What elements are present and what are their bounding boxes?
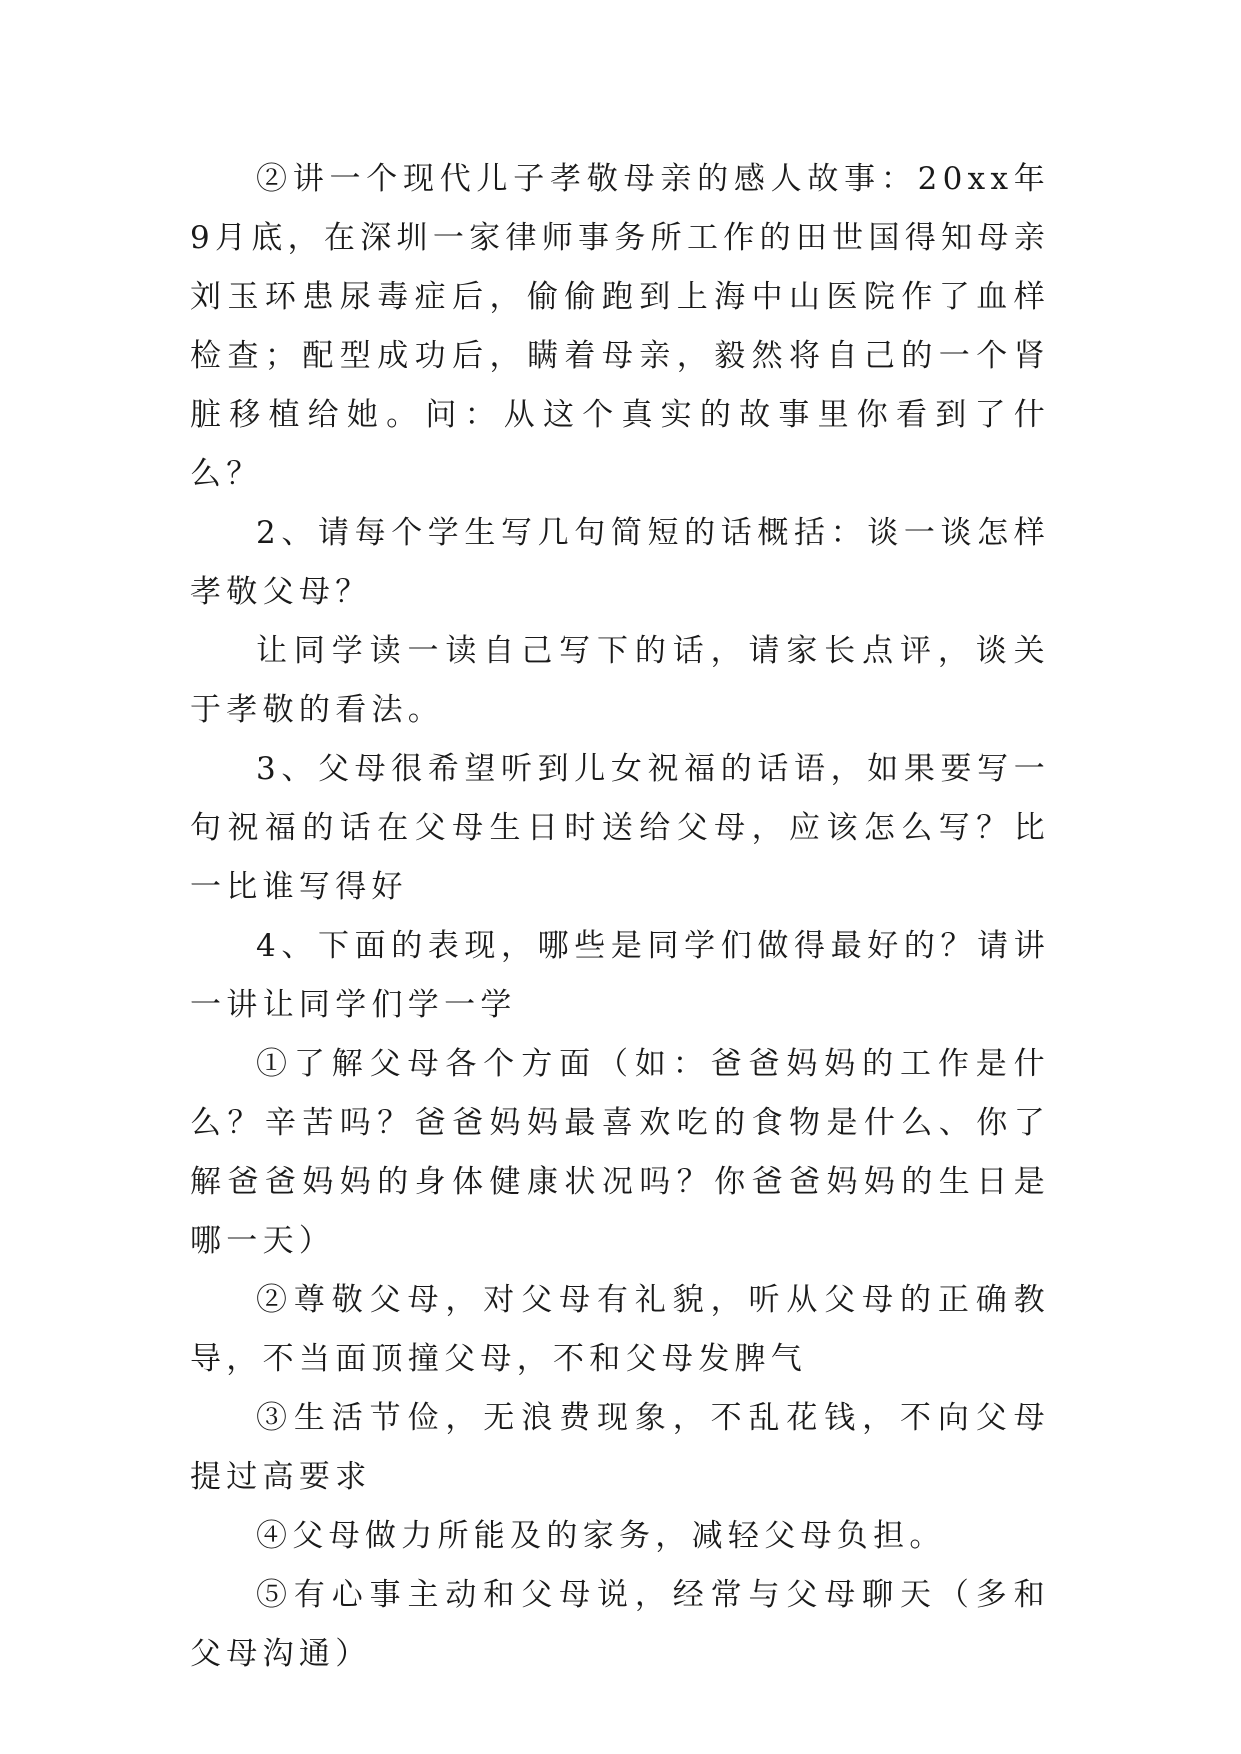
paragraph-point-2: ②尊敬父母，对父母有礼貌，听从父母的正确教导，不当面顶撞父母，不和父母发脾气 xyxy=(190,1282,1050,1377)
paragraph-item-3: 3、父母很希望听到儿女祝福的话语，如果要写一句祝福的话在父母生日时送给父母，应该怎么写？比一比谁写得好 xyxy=(190,751,1050,905)
paragraph-point-3: ③生活节俭，无浪费现象，不乱花钱，不向父母提过高要求 xyxy=(190,1400,1050,1495)
paragraph-item-2: 2、请每个学生写几句简短的话概括：谈一谈怎样孝敬父母？ xyxy=(190,515,1050,610)
document-page xyxy=(190,150,1050,1684)
paragraph-point-5: ⑤有心事主动和父母说，经常与父母聊天（多和父母沟通） xyxy=(190,1577,1050,1672)
paragraph-point-4: ④父母做力所能及的家务，减轻父母负担。 xyxy=(256,1518,946,1554)
paragraph-point-1: ①了解父母各个方面（如：爸爸妈妈的工作是什么？辛苦吗？爸爸妈妈最喜欢吃的食物是什么、你了解爸爸妈妈的身体健康状况吗？你爸爸妈妈的生日是哪一天） xyxy=(190,1046,1050,1259)
paragraph-story: ②讲一个现代儿子孝敬母亲的感人故事：20xx年9月底，在深圳一家律师事务所工作的田世国得知母亲刘玉环患尿毒症后，偷偷跑到上海中山医院作了血样检查；配型成功后，瞒着母亲，毅然将自己的一个肾脏移植给她。问：从这个真实的故事里你看到了什么？ xyxy=(190,161,1050,492)
paragraph-read-aloud: 让同学读一读自己写下的话，请家长点评，谈关于孝敬的看法。 xyxy=(190,633,1050,728)
paragraph-item-4: 4、下面的表现，哪些是同学们做得最好的？请讲一讲让同学们学一学 xyxy=(190,928,1050,1023)
